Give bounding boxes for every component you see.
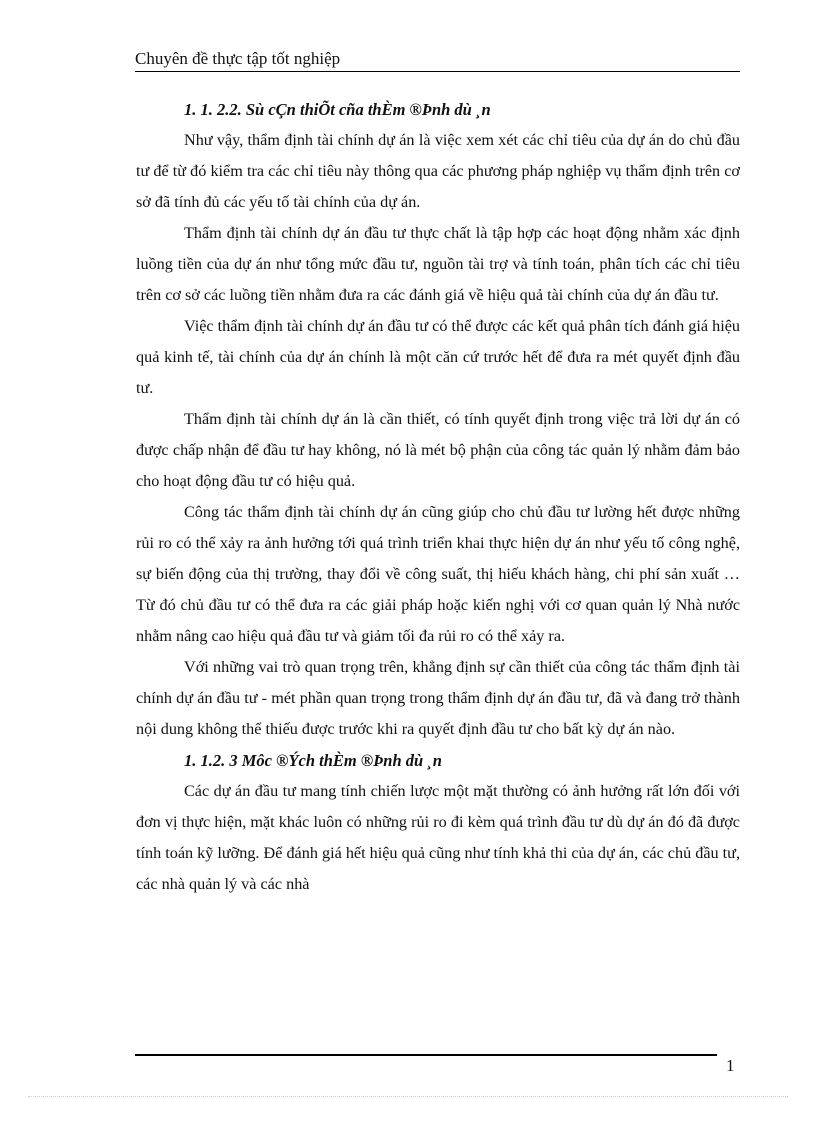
- page-number: 1: [726, 1056, 735, 1075]
- paragraph: Các dự án đầu tư mang tính chiến lược một mặt thường có ảnh hưởng rất lớn đối với đơn vị thực hiện, mặt khác luôn có những rủi ro đi kèm quá trình đầu tư dù dự án đó đã được tính toán kỹ lưỡng. Để đánh giá hết hiệu quả cũng như tính khả thi của dự án, các chủ đầu tư, các nhà quản lý và các nhà: [136, 782, 740, 893]
- page-bottom-border: [28, 1096, 788, 1097]
- section-heading-necessity: 1. 1. 2.2. Sù cÇn thiÕt cña thÈm ®Þnh dù ¸n: [184, 100, 491, 119]
- document-body: [136, 94, 740, 900]
- paragraph: Thẩm định tài chính dự án là cần thiết, có tính quyết định trong việc trả lời dự án có được chấp nhận để đầu tư hay không, nó là mét bộ phận của công tác quản lý nhằm đảm bảo cho hoạt động đầu tư có hiệu quả.: [136, 410, 740, 490]
- paragraph: Như vậy, thẩm định tài chính dự án là việc xem xét các chỉ tiêu của dự án do chủ đầu tư để từ đó kiểm tra các chỉ tiêu này thông qua các phương pháp nghiệp vụ thẩm định trên cơ sở đã tính đủ các yếu tố tài chính của dự án.: [136, 131, 740, 211]
- paragraph: Thẩm định tài chính dự án đầu tư thực chất là tập hợp các hoạt động nhằm xác định luồng tiền của dự án như tổng mức đầu tư, nguồn tài trợ và tính toán, phân tích các chỉ tiêu trên cơ sở các luồng tiền nhằm đưa ra các đánh giá về hiệu quả tài chính của dự án đầu tư.: [136, 224, 740, 304]
- paragraph: Với những vai trò quan trọng trên, khẳng định sự cần thiết của công tác thẩm định tài chính dự án đầu tư - mét phần quan trọng trong thẩm định dự án đầu tư, đã và đang trở thành nội dung không thể thiếu được trước khi ra quyết định đầu tư cho bất kỳ dự án nào.: [136, 658, 740, 738]
- running-header: Chuyên đề thực tập tốt nghiệp: [135, 48, 740, 72]
- footer-rule: [135, 1054, 717, 1056]
- paragraph: Công tác thẩm định tài chính dự án cũng giúp cho chủ đầu tư lường hết được những rủi ro có thể xảy ra ảnh hưởng tới quá trình triển khai thực hiện dự án như yếu tố công nghệ, sự biến động của thị trường, thay đổi về công suất, thị hiếu khách hàng, chi phí sản xuất …Từ đó chủ đầu tư có thể đưa ra các giải pháp hoặc kiến nghị với cơ quan quản lý Nhà nước nhằm nâng cao hiệu quả đầu tư và giảm tối đa rủi ro có thể xảy ra.: [136, 503, 740, 645]
- section-heading-purpose: 1. 1.2. 3 Môc ®Ých thÈm ®Þnh dù ¸n: [184, 751, 442, 770]
- paragraph: Việc thẩm định tài chính dự án đầu tư có thể được các kết quả phân tích đánh giá hiệu quả kinh tế, tài chính của dự án chính là một căn cứ trước hết để đưa ra mét quyết định đầu tư.: [136, 317, 740, 397]
